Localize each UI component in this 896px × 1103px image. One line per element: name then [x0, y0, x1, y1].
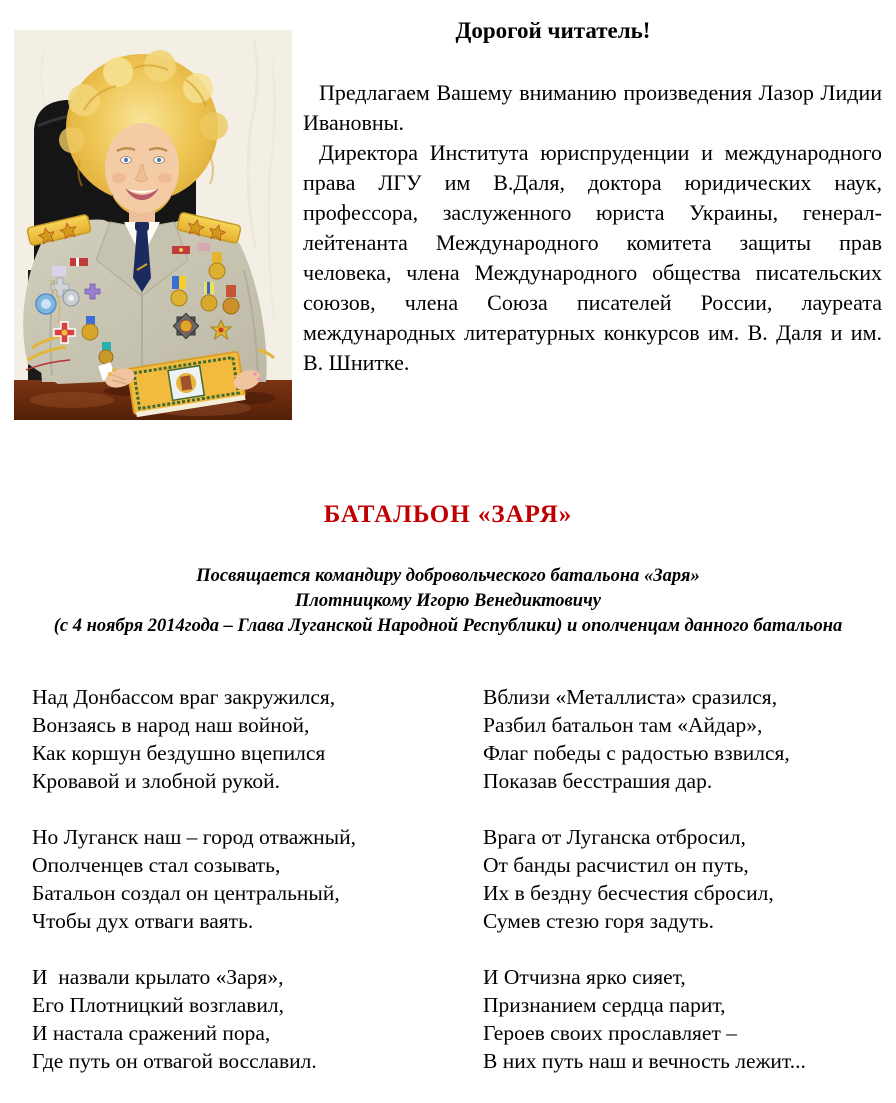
poem-line: Батальон создал он центральный,	[32, 881, 340, 905]
poem-stanza	[32, 823, 452, 935]
dedication-line: Плотницкому Игорю Венедиктовичу	[295, 591, 601, 611]
poem-stanza	[32, 963, 452, 1075]
page-title: Дорогой читатель!	[455, 18, 651, 43]
poem-stanza	[483, 823, 893, 935]
portrait-illustration	[14, 30, 292, 420]
poem-column-right	[483, 683, 893, 1103]
dedication	[0, 564, 896, 639]
poem-line: Как коршун бездушно вцепился	[32, 741, 326, 765]
poem-line: Чтобы дух отваги ваять.	[32, 909, 254, 933]
poem-line: Их в бездну бесчестия сбросил,	[483, 881, 774, 905]
poem-line: Кровавой и злобной рукой.	[32, 769, 281, 793]
poem-line: Ополченцев стал созывать,	[32, 853, 281, 877]
section-title: БАТАЛЬОН «ЗАРЯ»	[323, 501, 573, 528]
poem-column-left	[32, 683, 452, 1103]
intro-paragraph: Директора Института юриспруденции и международного права ЛГУ им В.Даля, доктора юридических наук, профессора, заслуженного юриста Украины, генерал-лейтенанта Международного комитета защиты прав человека, члена Международного общества писательских союзов, члена Союза писателей России, лауреата международных литературных конкурсов им. В. Даля и им. В. Шнитке.	[303, 140, 882, 375]
poem-line: Показав бесстрашия дар.	[483, 769, 713, 793]
dedication-line: Посвящается командиру добровольческого батальона «Заря»	[196, 566, 700, 586]
poem-line: Над Донбассом враг закружился,	[32, 685, 336, 709]
dedication-line: (с 4 ноября 2014года – Глава Луганской Народной Республики) и ополченцам данного батальона	[53, 616, 843, 636]
poem-line: И настала сражений пора,	[32, 1021, 271, 1045]
poem-line: Признанием сердца парит,	[483, 993, 726, 1017]
poem-stanza	[483, 963, 893, 1075]
poem-line: Вблизи «Металлиста» сразился,	[483, 685, 778, 709]
poem-line: И Отчизна ярко сияет,	[483, 965, 686, 989]
poem-line: И назвали крылато «Заря»,	[32, 965, 284, 989]
portrait-photo	[14, 30, 292, 420]
poem-line: Врага от Луганска отбросил,	[483, 825, 746, 849]
poem-line: От банды расчистил он путь,	[483, 853, 749, 877]
poem-line: Его Плотницкий возглавил,	[32, 993, 285, 1017]
poem-stanza	[32, 683, 452, 795]
poem-line: Сумев стезю горя задуть.	[483, 909, 714, 933]
poem-line: В них путь наш и вечность лежит...	[483, 1049, 806, 1073]
poem-line: Флаг победы с радостью взвился,	[483, 741, 790, 765]
poem-line: Разбил батальон там «Айдар»,	[483, 713, 763, 737]
poem-stanza	[483, 683, 893, 795]
poem-line: Вонзаясь в народ наш войной,	[32, 713, 310, 737]
poem-line: Героев своих прославляет –	[483, 1021, 738, 1045]
intro-paragraph: Предлагаем Вашему вниманию произведения Лазор Лидии Ивановны.	[303, 80, 882, 135]
poem-line: Но Луганск наш – город отважный,	[32, 825, 356, 849]
poem-line: Где путь он отвагой восславил.	[32, 1049, 317, 1073]
intro-text	[303, 78, 882, 378]
